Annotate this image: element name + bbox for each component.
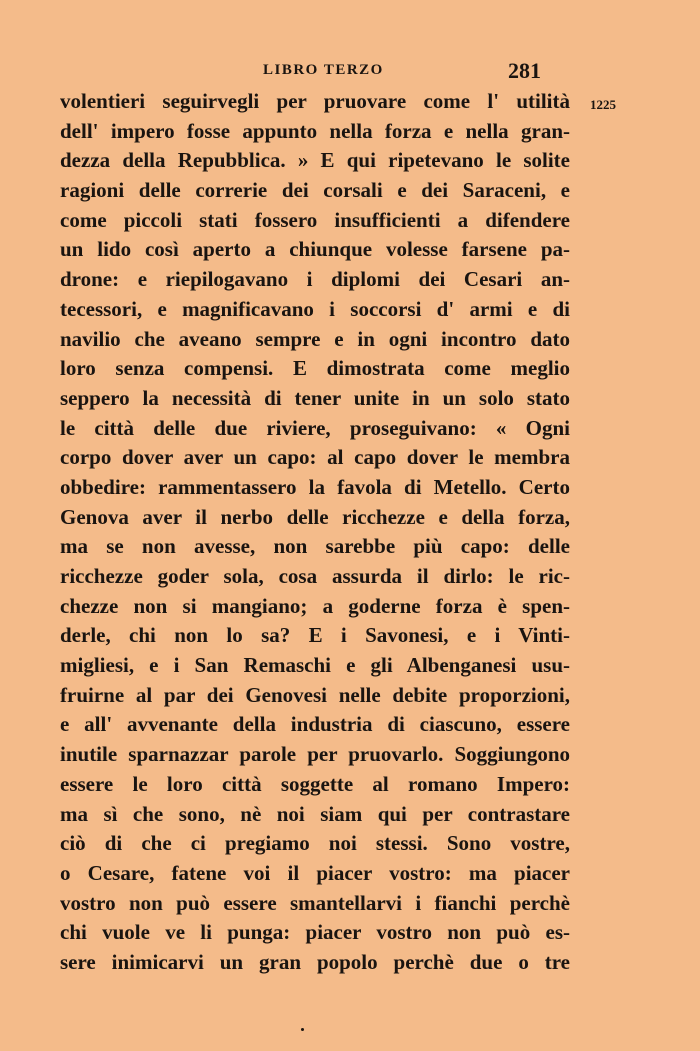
text-line: e all' avvenante della industria di ciascuno, essere	[60, 712, 570, 737]
text-line: drone: e riepilogavano i diplomi dei Cesari an-	[60, 267, 570, 292]
text-line: o Cesare, fatene voi il piacer vostro: ma piacer	[60, 860, 570, 885]
text-line: dezza della Repubblica. » E qui ripetevano le solite	[60, 148, 570, 173]
text-line: sere inimicarvi un gran popolo perchè due o tre	[60, 949, 570, 974]
text-line: ma sì che sono, nè noi siam qui per contrastare	[60, 801, 570, 826]
text-line: Genova aver il nerbo delle ricchezze e della forza,	[60, 504, 570, 529]
text-line: seppero la necessità di tener unite in un solo stato	[60, 385, 570, 410]
text-line: ragioni delle correrie dei corsali e dei Saraceni, e	[60, 178, 570, 203]
text-line: inutile sparnazzar parole per pruovarlo. Soggiungono	[60, 742, 570, 767]
printer-mark	[301, 1028, 304, 1031]
text-line: navilio che aveano sempre e in ogni incontro dato	[60, 326, 570, 351]
running-title: LIBRO TERZO	[263, 62, 384, 78]
text-line: un lido così aperto a chiunque volesse farsene pa-	[60, 237, 570, 262]
text-line: ricchezze goder sola, cosa assurda il dirlo: le ric-	[60, 564, 570, 588]
text-line: dell' impero fosse appunto nella forza e nella gran-	[60, 118, 570, 143]
text-line: essere le loro città soggette al romano Impero:	[60, 771, 570, 796]
text-line: obbedire: rammentassero la favola di Metello. Certo	[60, 474, 570, 499]
text-line: ciò di che ci pregiamo noi stessi. Sono vostre,	[60, 831, 570, 856]
text-line: migliesi, e i San Remaschi e gli Albenganesi usu-	[60, 653, 570, 678]
text-line: fruirne al par dei Genovesi nelle debite proporzioni,	[60, 682, 570, 707]
text-line: derle, chi non lo sa? E i Savonesi, e i Vinti-	[60, 623, 570, 648]
text-line: vostro non può essere smantellarvi i fianchi perchè	[60, 890, 570, 915]
text-line: come piccoli stati fossero insufficienti a difendere	[60, 207, 570, 232]
page-number: 281	[508, 58, 541, 83]
margin-year-note: 1225	[590, 97, 616, 112]
body-text	[60, 87, 570, 978]
text-line: tecessori, e magnificavano i soccorsi d' armi e di	[60, 296, 570, 321]
text-line: chi vuole ve li punga: piacer vostro non può es-	[60, 920, 570, 945]
text-line: chezze non si mangiano; a goderne forza è spen-	[60, 593, 570, 618]
text-line: loro senza compensi. E dimostrata come meglio	[60, 356, 570, 381]
text-line: volentieri seguirvegli per pruovare come l' utilità	[60, 89, 570, 113]
text-line: corpo dover aver un capo: al capo dover le membra	[60, 445, 570, 470]
text-line: le città delle due riviere, proseguivano: « Ogni	[60, 415, 570, 440]
text-line: ma se non avesse, non sarebbe più capo: delle	[60, 534, 570, 559]
